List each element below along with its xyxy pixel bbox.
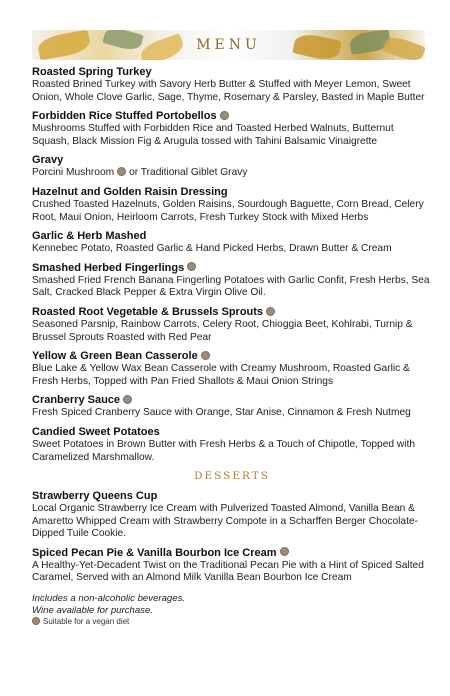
menu-item (32, 186, 432, 224)
item-name: Candied Sweet Potatoes (32, 425, 160, 438)
item-name: Spiced Pecan Pie & Vanilla Bourbon Ice Cream (32, 546, 277, 559)
menu-item (32, 230, 432, 256)
vegan-icon (201, 351, 210, 360)
vegan-icon (266, 307, 275, 316)
item-description: Smashed Fried French Banana Fingerling Potatoes with Garlic Confit, Fresh Herbs, Sea Salt, Cracked Black Pepper & Extra Virgin Olive Oil. (32, 274, 430, 299)
menu-item (32, 262, 432, 300)
item-description: Crushed Toasted Hazelnuts, Golden Raisins, Sourdough Baguette, Corn Bread, Celery Root, Maui Onion, Heirloom Carrots, Fresh Turkey Stock with Mixed Herbs (32, 198, 424, 223)
menu-item (32, 394, 432, 420)
wine-note: Wine available for purchase. (32, 604, 153, 616)
vegan-icon (117, 167, 126, 176)
item-name: Cranberry Sauce (32, 394, 121, 407)
item-description: Kennebec Potato, Roasted Garlic & Hand Picked Herbs, Drawn Butter & Cream (32, 243, 392, 255)
dessert-item (32, 547, 432, 585)
item-description: Mushrooms Stuffed with Forbidden Rice and Toasted Herbed Walnuts, Butternut Squash, Black Mission Fig & Arugula tossed with Tahini Balsamic Vinaigrette (32, 123, 394, 147)
vegan-icon (187, 262, 196, 271)
menu-notes (32, 593, 432, 616)
item-name: Hazelnut and Golden Raisin Dressing (32, 185, 228, 198)
beverage-note: Includes a non-alcoholic beverages. (32, 593, 186, 605)
item-description: Seasoned Parsnip, Rainbow Carrots, Celery Root, Chioggia Beet, Kohlrabi, Turnip & Brussel Sprouts Roasted with Red Pear (32, 318, 413, 343)
menu-item (32, 110, 432, 148)
item-description: Sweet Potatoes in Brown Butter with Fresh Herbs & a Touch of Chipotle, Topped with Caramelized Marshmallow. (32, 438, 415, 463)
item-description: Porcini Mushroom or Traditional Giblet Gravy (32, 167, 248, 179)
item-name: Roasted Spring Turkey (32, 66, 152, 78)
vegan-legend: Suitable for a vegan diet (32, 617, 432, 627)
menu-title: MENU (196, 37, 261, 53)
item-name: Garlic & Herb Mashed (32, 230, 147, 243)
item-name: Smashed Herbed Fingerlings (32, 261, 185, 274)
menu-list (32, 66, 432, 627)
vegan-icon (220, 111, 229, 120)
menu-item (32, 306, 432, 344)
vegan-icon (280, 547, 289, 556)
menu-item (32, 66, 432, 104)
item-description: Roasted Brined Turkey with Savory Herb Butter & Stuffed with Meyer Lemon, Sweet Onion, Whole Clove Garlic, Sage, Thyme, Rosemary & Parsley, Basted in Maple Butter (32, 79, 425, 103)
item-name: Roasted Root Vegetable & Brussels Sprouts (32, 305, 264, 318)
item-description: A Healthy-Yet-Decadent Twist on the Traditional Pecan Pie with a Hint of Spiced Salted Caramel, Served with an Almond Milk Vanilla Bean Bourbon Ice Cream (32, 559, 424, 584)
menu-item (32, 350, 432, 388)
item-description: Fresh Spiced Cranberry Sauce with Orange, Star Anise, Cinnamon & Fresh Nutmeg (32, 407, 411, 419)
item-name: Strawberry Queens Cup (32, 490, 158, 503)
vegan-icon (32, 617, 40, 625)
item-name: Gravy (32, 154, 64, 167)
item-description: Blue Lake & Yellow Wax Bean Casserole with Creamy Mushroom, Roasted Garlic & Fresh Herbs, Topped with Pan Fried Shallots & Maui Onion Strings (32, 363, 410, 387)
item-name: Yellow & Green Bean Casserole (32, 350, 198, 363)
menu-banner (32, 30, 425, 60)
vegan-icon (123, 395, 132, 404)
menu-item (32, 154, 432, 180)
item-description: Local Organic Strawberry Ice Cream with Pulverized Toasted Almond, Vanilla Bean & Amaretto Whipped Cream with Strawberry Compote in a Scharffen Berger Chocolate-Dipped Tuile Cookie. (32, 503, 418, 540)
dessert-item (32, 490, 432, 541)
desserts-heading: DESSERTS (194, 470, 270, 483)
item-name: Forbidden Rice Stuffed Portobellos (32, 110, 217, 123)
menu-item (32, 426, 432, 464)
